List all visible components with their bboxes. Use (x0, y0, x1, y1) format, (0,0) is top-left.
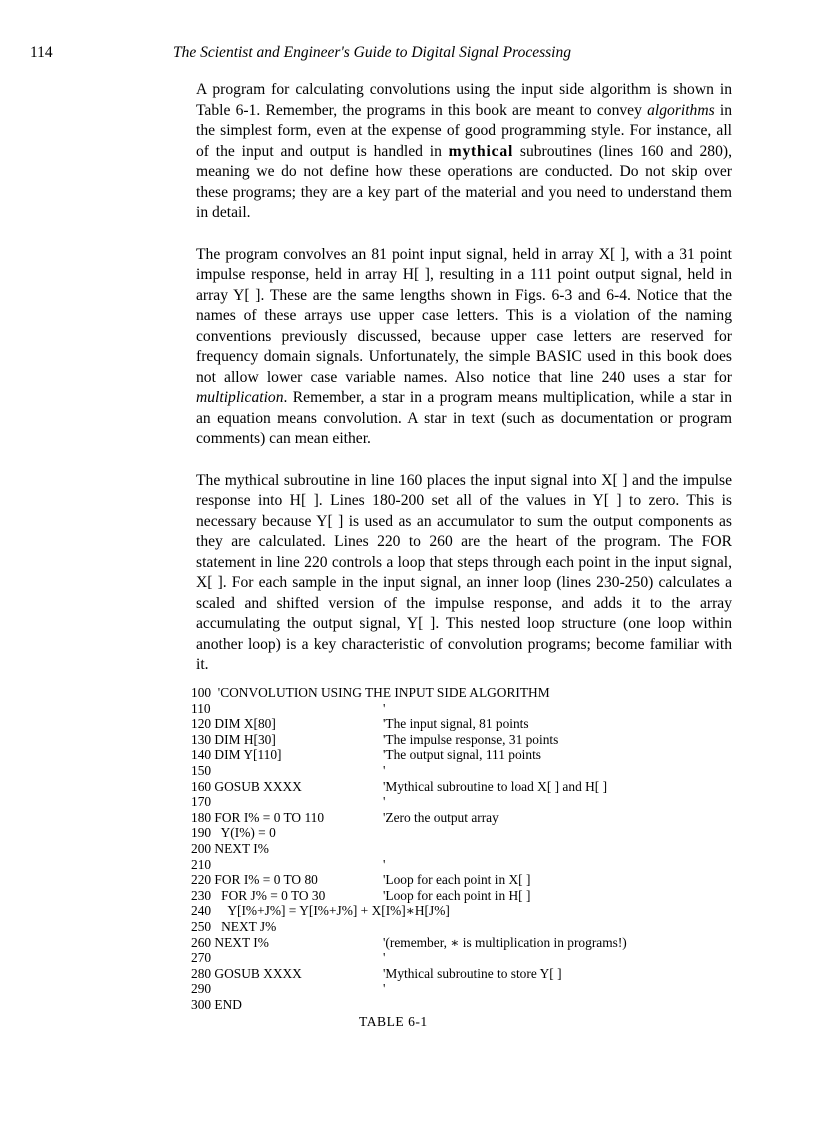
code-comment: ' (383, 981, 386, 997)
code-comment: 'Zero the output array (383, 809, 499, 825)
code-statement: 130 DIM H[30] (191, 731, 276, 747)
code-statement: 180 FOR I% = 0 TO 110 (191, 809, 325, 825)
page-number: 114 (30, 44, 53, 61)
paragraph-2-text-c: . Remember, a star in a program means multiplication, while a star in an equation means convolution. A star in text (such as documentation or program comments) can mean either. (196, 389, 732, 447)
code-comment: 'The output signal, 111 points (383, 747, 542, 763)
code-comment: 'The input signal, 81 points (383, 716, 529, 732)
code-comment: ' (383, 700, 386, 716)
code-comment: 'Mythical subroutine to load X[ ] and H[ ] (383, 778, 608, 794)
paragraph-1-text-a: A program for calculating convolutions using the input side algorithm is shown in Table 6-1. Remember, the programs in this book are meant to convey (196, 81, 732, 119)
code-statement: 110 (191, 700, 211, 716)
code-statement: 220 FOR I% = 0 TO 80 (191, 872, 318, 888)
code-comment: 'Loop for each point in H[ ] (383, 887, 531, 903)
code-statement: 200 NEXT I% (191, 840, 269, 856)
code-statement: 240 Y[I%+J%] = Y[I%+J%] + X[I%]∗H[J%] (191, 903, 450, 919)
code-comment: 'Mythical subroutine to store Y[ ] (383, 965, 562, 981)
code-statement: 100 'CONVOLUTION USING THE INPUT SIDE ALGORITHM (191, 685, 550, 700)
table-caption: TABLE 6-1 (359, 1014, 428, 1029)
paragraph-1 (196, 80, 732, 224)
code-comment: '(remember, ∗ is multiplication in programs!) (383, 934, 627, 950)
code-comment: ' (383, 856, 386, 872)
code-statement: 300 END (191, 996, 242, 1012)
paragraph-1-bold-mythical: mythical (448, 142, 514, 160)
code-statement: 160 GOSUB XXXX (191, 778, 302, 794)
code-comment: ' (383, 762, 386, 778)
paragraph-2-text-a: The program convolves an 81 point input signal, held in array X[ ], with a 31 point impulse response, held in array H[ ], resulting in a 111 point output signal, held in array Y[ ]. These are the same lengths shown in Figs. 6-3 and 6-4. Notice that the names of these arrays use upper case letters. This is a violation of the naming conventions previously discussed, because upper case letters are reserved for frequency domain signals. Unfortunately, the simple BASIC used in this book does not allow lower case variable names. Also notice that line 240 uses a star for (196, 245, 732, 386)
code-statement: 170 (191, 794, 212, 810)
paragraph-1-text-c: in the simplest form, even at the expense of good programming style. For instance, all of the input and output is handled in (196, 101, 733, 160)
code-statement: 260 NEXT I% (191, 934, 269, 950)
code-comment: 'The impulse response, 31 points (383, 731, 559, 747)
code-comment: ' (383, 794, 386, 810)
code-statement: 190 Y(I%) = 0 (191, 825, 276, 841)
code-statement: 150 (191, 762, 212, 778)
code-statement: 210 (191, 856, 212, 872)
code-statement: 230 FOR J% = 0 TO 30 (191, 887, 326, 903)
code-statement: 270 (191, 950, 212, 966)
paragraph-1-text-e: subroutines (lines 160 and 280), meaning we do not define how these operations are conducted. Do not skip over these programs; they are a key part of the material and you need to understand them in detail. (196, 142, 732, 221)
code-statement: 290 (191, 981, 212, 997)
code-statement: 120 DIM X[80] (191, 716, 276, 732)
body-text (196, 80, 732, 697)
code-comment: ' (383, 950, 386, 966)
code-comment: 'Loop for each point in X[ ] (383, 872, 531, 888)
paragraph-2-emphasis-multiplication: multiplication (196, 389, 284, 406)
paragraph-1-emphasis-algorithms: algorithms (647, 101, 715, 119)
code-statement: 140 DIM Y[110] (191, 747, 282, 763)
paragraph-3: The mythical subroutine in line 160 places the input signal into X[ ] and the impulse response into H[ ]. Lines 180-200 set all of the values in Y[ ] to zero. This is necessary because Y[ ] is used as an accumulator to sum the output components as they are calculated. Lines 220 to 260 are the heart of the program. The FOR statement in line 220 controls a loop that steps through each point in the input signal, X[ ]. For each sample in the input signal, an inner loop (lines 230-250) calculates a scaled and shifted version of the impulse response, and adds it to the array accumulating the output signal, Y[ ]. This nested loop structure (one loop within another loop) is a key characteristic of convolution programs; become familiar with it. (196, 471, 732, 673)
running-title: The Scientist and Engineer's Guide to Digital Signal Processing (173, 44, 571, 61)
code-statement: 250 NEXT J% (191, 918, 277, 934)
paragraph-2 (196, 245, 732, 450)
code-statement: 280 GOSUB XXXX (191, 965, 302, 981)
